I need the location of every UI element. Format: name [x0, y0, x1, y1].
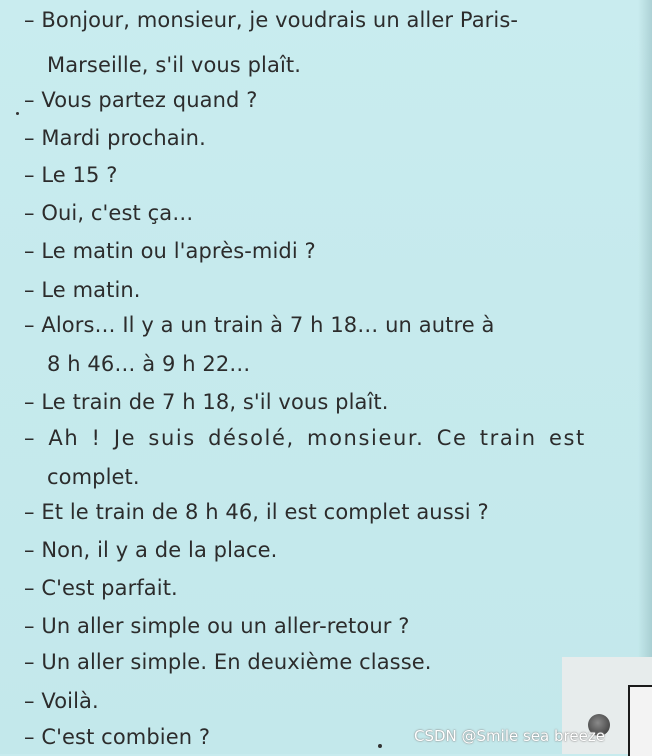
- binder-sheet-edge: [628, 685, 652, 756]
- dialogue-line-6: – Oui, c'est ça…: [24, 201, 194, 225]
- dialogue-line-11: – Le train de 7 h 18, s'il vous plaît.: [24, 390, 389, 414]
- dialogue-line-8: – Le matin.: [24, 278, 141, 302]
- dialogue-line-16: – C'est parfait.: [24, 576, 178, 600]
- dialogue-line-10: 8 h 46… à 9 h 22…: [47, 352, 251, 376]
- scan-speck: [16, 112, 19, 115]
- dialogue-line-4: – Mardi prochain.: [24, 126, 206, 150]
- dialogue-line-18: – Un aller simple. En deuxième classe.: [24, 650, 432, 674]
- dialogue-line-2: Marseille, s'il vous plaît.: [47, 53, 301, 77]
- dialogue-line-14: – Et le train de 8 h 46, il est complet aussi ?: [24, 500, 489, 524]
- dialogue-line-17: – Un aller simple ou un aller-retour ?: [24, 614, 410, 638]
- dialogue-line-13: complet.: [47, 465, 140, 489]
- dialogue-line-20: – C'est combien ?: [24, 725, 211, 749]
- dialogue-line-1: – Bonjour, monsieur, je voudrais un aller Paris-: [24, 8, 519, 32]
- dialogue-line-19: – Voilà.: [24, 689, 99, 713]
- scan-speck: [378, 744, 382, 748]
- dialogue-line-3: – Vous partez quand ?: [24, 88, 258, 112]
- dialogue-line-12: – Ah ! Je suis désolé, monsieur. Ce train est: [24, 426, 586, 450]
- dialogue-line-7: – Le matin ou l'après-midi ?: [24, 239, 316, 263]
- dialogue-line-15: – Non, il y a de la place.: [24, 538, 278, 562]
- csdn-watermark: CSDN @Smile sea breeze: [414, 727, 605, 745]
- dialogue-line-5: – Le 15 ?: [24, 163, 118, 187]
- dialogue-line-9: – Alors… Il y a un train à 7 h 18… un autre à: [24, 313, 495, 337]
